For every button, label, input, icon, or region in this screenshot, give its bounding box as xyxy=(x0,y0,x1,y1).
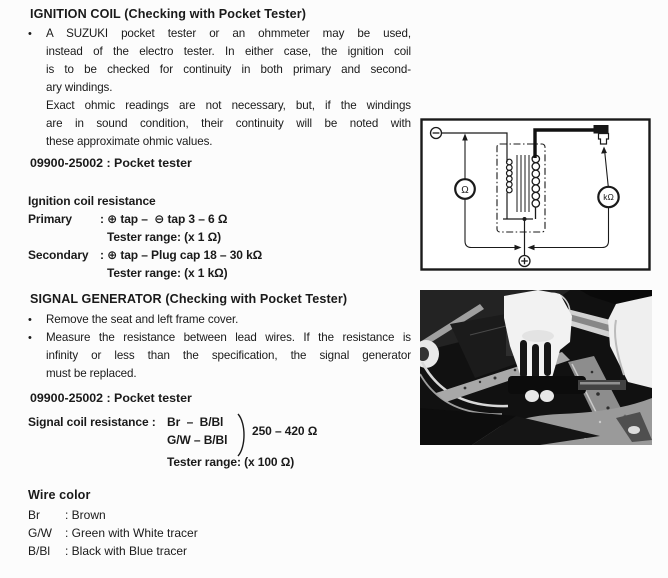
ignition-coil-test-diagram xyxy=(420,118,651,271)
fingertip xyxy=(540,390,554,402)
probe-shaft xyxy=(578,380,626,390)
signal-generator-photo xyxy=(420,290,652,445)
signal-coil-resistance-value: 250 – 420 Ω xyxy=(252,424,318,438)
wire-color-heading: Wire color xyxy=(28,488,91,502)
text-line: infinity or less than the specification, the signal generator xyxy=(46,349,411,362)
spec-value: : ⊕ tap – Plug cap 18 – 30 kΩ xyxy=(100,248,263,262)
text-line: Exact ohmic readings are not necessary, but, if the windings xyxy=(46,99,411,112)
primary-spec-row xyxy=(28,210,262,228)
text-line: ary windings. xyxy=(46,81,113,94)
text-line xyxy=(28,311,411,329)
text-line: Measure the resistance between lead wires. If the resistance is xyxy=(46,331,411,344)
plus-terminal-icon xyxy=(519,256,530,267)
spec-value: : ⊕ tap – ⊖ tap 3 – 6 Ω xyxy=(100,212,228,226)
finger-gap xyxy=(520,340,527,378)
wire-name: : Black with Blue tracer xyxy=(65,544,188,558)
signal-coil-spec-label: Signal coil resistance : xyxy=(28,415,156,429)
text-line: A SUZUKI pocket tester or an ohmmeter may be used, xyxy=(46,27,411,40)
pocket-tester-part-number: 09900-25002 : Pocket tester xyxy=(30,156,192,170)
ohm-meter-label: Ω xyxy=(461,184,469,196)
ignition-coil-body xyxy=(28,25,411,151)
wire-color-row xyxy=(28,506,198,524)
ignition-coil-spec xyxy=(28,192,262,282)
text-line: instead of the electro tester. In either case, the ignition coil xyxy=(46,45,411,58)
wire-color-row xyxy=(28,524,198,542)
fingertip xyxy=(525,390,539,402)
signal-coil-tester-range: Tester range: (x 100 Ω) xyxy=(167,455,295,469)
text-line: must be replaced. xyxy=(46,367,137,380)
text-line xyxy=(28,329,411,347)
bullet-icon: • xyxy=(28,332,32,344)
wire-code: Br xyxy=(28,508,40,522)
spec-label: Secondary xyxy=(28,248,89,262)
wire-name: : Green with White tracer xyxy=(65,526,198,540)
finger-gap xyxy=(544,342,551,376)
kohm-meter-label: kΩ xyxy=(603,192,614,203)
wire-name: : Brown xyxy=(65,508,106,522)
secondary-spec-row xyxy=(28,246,262,264)
wire-code: G/W xyxy=(28,526,52,540)
spec-label: Primary xyxy=(28,212,72,226)
text-line: is to be checked for continuity in both primary and second- xyxy=(46,63,411,76)
wire-code: B/Bl xyxy=(28,544,51,558)
bullet-icon: • xyxy=(28,314,32,326)
primary-tester-range: Tester range: (x 1 Ω) xyxy=(107,230,221,244)
secondary-tester-range: Tester range: (x 1 kΩ) xyxy=(107,266,228,280)
signal-coil-pair-top: Br – B/Bl xyxy=(167,415,224,429)
text-line: Remove the seat and left frame cover. xyxy=(46,313,239,326)
ignition-coil-heading: IGNITION COIL (Checking with Pocket Tester) xyxy=(30,7,307,21)
spec-title: Ignition coil resistance xyxy=(28,194,156,208)
junction-dot xyxy=(523,217,527,221)
signal-generator-body xyxy=(28,311,411,383)
text-line: are in sound condition, their continuity will be noted with xyxy=(46,117,411,130)
wire-color-row xyxy=(28,542,198,560)
text-line xyxy=(28,25,411,43)
signal-coil-pair-bottom: G/W – B/Bl xyxy=(167,433,228,447)
text-line: these approximate ohmic values. xyxy=(46,135,213,148)
brace-icon xyxy=(235,412,249,458)
pocket-tester-part-number: 09900-25002 : Pocket tester xyxy=(30,391,192,405)
signal-generator-heading: SIGNAL GENERATOR (Checking with Pocket Tester) xyxy=(30,292,348,306)
bullet-icon: • xyxy=(28,28,32,40)
wire-color-list xyxy=(28,506,198,560)
